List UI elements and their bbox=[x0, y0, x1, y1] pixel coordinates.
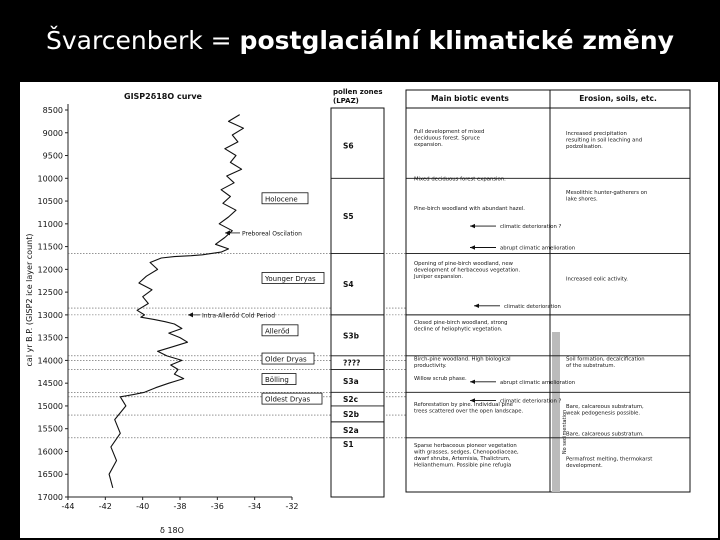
pollen-zone-label: S2a bbox=[343, 425, 359, 435]
y-tick-label: 10000 bbox=[37, 174, 63, 184]
y-tick-label: 10500 bbox=[37, 197, 63, 207]
y-tick-label: 9000 bbox=[42, 128, 63, 138]
y-tick-label: 15500 bbox=[37, 424, 63, 434]
biotic-event-text bbox=[413, 261, 521, 280]
erosion-event-text-line: Mesolithic hunter-gatherers on bbox=[566, 190, 648, 197]
events-table-frame bbox=[406, 90, 690, 492]
biotic-event-text-line: deciduous forest. Spruce bbox=[414, 135, 480, 142]
x-tick-label: -38 bbox=[173, 502, 187, 511]
biotic-event-text-line: decline of heliophytic vegetation. bbox=[414, 326, 503, 333]
pollen-zone-label: ???? bbox=[343, 358, 361, 368]
erosion-event-text-line: Soil formation, decalcification bbox=[566, 356, 645, 363]
y-tick-label: 13000 bbox=[37, 310, 63, 320]
pollen-zone-label: S4 bbox=[343, 280, 354, 290]
pollen-header-line2: (LPAZ) bbox=[333, 97, 359, 105]
figure-svg bbox=[20, 82, 718, 538]
biotic-event-text-line: productivity. bbox=[414, 362, 447, 369]
x-tick-label: -44 bbox=[61, 502, 75, 511]
biotic-event-text-line: Pine-birch woodland with abundant hazel. bbox=[414, 206, 525, 213]
erosion-event-text bbox=[566, 457, 652, 470]
x-axis-label: δ 18O bbox=[160, 526, 184, 535]
biotic-event-text-line: Juniper expansion. bbox=[414, 273, 464, 280]
biotic-event-text bbox=[414, 129, 484, 148]
y-tick-label: 11500 bbox=[37, 242, 63, 252]
biotic-event-text-line: Mixed deciduous forest expansion. bbox=[414, 176, 506, 183]
erosion-event-text bbox=[566, 131, 642, 150]
y-tick-label: 8500 bbox=[42, 106, 63, 115]
curve-title: GISP2δ18O curve bbox=[124, 92, 202, 101]
y-tick-label: 17000 bbox=[37, 493, 63, 502]
biotic-event-text-line: dwarf shrubs, Artemisia, Thalictrum, bbox=[414, 455, 511, 462]
erosion-event-text bbox=[566, 432, 644, 438]
y-tick-label: 16000 bbox=[37, 447, 63, 457]
climate-period-label: Older Dryas bbox=[265, 355, 307, 364]
pollen-header-line1: pollen zones bbox=[333, 88, 383, 96]
erosion-event-text-line: Bare, calcareous substratum, bbox=[566, 404, 644, 411]
biotic-event-text-line: Sparse herbaceous pioneer vegetation bbox=[414, 442, 517, 449]
biotic-event-text bbox=[414, 443, 519, 469]
event-arrowhead bbox=[470, 224, 475, 228]
erosion-event-text-line: weak pedogenesis possible. bbox=[566, 410, 641, 417]
climatic-event-text: climatic deterioration bbox=[504, 303, 561, 310]
pollen-zone-label: S3b bbox=[343, 331, 359, 341]
x-tick-label: -34 bbox=[248, 502, 262, 511]
climate-period-label: Oldest Dryas bbox=[265, 395, 311, 404]
y-tick-label: 12500 bbox=[37, 288, 63, 298]
biotic-event-text bbox=[414, 376, 467, 382]
event-arrowhead bbox=[474, 304, 479, 308]
y-tick-label: 16500 bbox=[37, 470, 63, 480]
pollen-zone-label: S6 bbox=[343, 141, 354, 151]
biotic-event-text-line: trees scattered over the open landscape. bbox=[414, 408, 524, 415]
curve-annotation-label: Intra-Allerőd Cold Period bbox=[202, 312, 276, 320]
biotic-event-text bbox=[414, 356, 511, 369]
erosion-event-text-line: podzolisation. bbox=[566, 144, 603, 151]
erosion-event-text bbox=[566, 277, 628, 283]
x-tick-label: -36 bbox=[210, 502, 224, 511]
erosion-event-text bbox=[566, 356, 645, 369]
climatic-event-text: climatic deterioration ? bbox=[500, 398, 562, 405]
erosion-event-text-line: lake shores. bbox=[566, 196, 598, 203]
biotic-event-text-line: Full development of mixed bbox=[414, 128, 485, 135]
climate-period-label: Younger Dryas bbox=[265, 274, 316, 283]
biotic-event-text-line: Opening of pine-birch woodland, new bbox=[414, 260, 513, 267]
biotic-event-text bbox=[414, 177, 506, 183]
erosion-event-text bbox=[566, 190, 647, 203]
erosion-event-text-line: Increased eolic activity. bbox=[566, 276, 628, 283]
climate-period-label: Bölling bbox=[265, 376, 289, 385]
erosion-event-text-line: resulting in soil leaching and bbox=[566, 137, 643, 144]
biotic-event-text-line: with grasses, sedges, Chenopodiaceae, bbox=[414, 449, 519, 456]
figure-dynamic-layer bbox=[38, 90, 690, 511]
x-tick-label: -42 bbox=[98, 502, 112, 511]
biotic-event-text bbox=[414, 206, 525, 212]
erosion-header: Erosion, soils, etc. bbox=[579, 94, 657, 103]
y-tick-label: 9500 bbox=[42, 151, 63, 161]
x-tick-label: -40 bbox=[136, 502, 150, 511]
erosion-event-text bbox=[566, 404, 644, 417]
slide-title-plain: Švarcenberk = bbox=[46, 26, 240, 55]
biotic-event-text-line: Birch-pine woodland. High biological bbox=[414, 356, 511, 363]
event-arrowhead bbox=[470, 380, 475, 384]
pollen-zone-label: S2b bbox=[343, 409, 359, 419]
slide-title bbox=[0, 26, 720, 55]
y-tick-label: 14500 bbox=[37, 379, 63, 389]
biotic-header: Main biotic events bbox=[431, 94, 509, 103]
climate-period-label: Allerőd bbox=[265, 327, 290, 336]
biotic-event-text-line: Reforestation by pine. Individual pine bbox=[414, 401, 513, 408]
biotic-event-text-line: Willow scrub phase. bbox=[414, 375, 467, 382]
erosion-event-text-line: Permafrost melting, thermokarst bbox=[566, 456, 653, 463]
climatic-event-text: abrupt climatic amelioration bbox=[500, 245, 576, 252]
figure-panel bbox=[20, 82, 718, 538]
pollen-zone-label: S1 bbox=[343, 439, 354, 449]
pollen-zone-label: S3a bbox=[343, 376, 359, 386]
y-axis-label: cal yr B.P. (GISP2 ice layer count) bbox=[25, 233, 34, 367]
curve-annotation-label: Preboreal Oscilation bbox=[242, 230, 302, 238]
biotic-event-text-line: Closed pine-birch woodland, strong bbox=[414, 319, 508, 326]
climate-period-label: Holocene bbox=[265, 195, 298, 204]
y-tick-label: 12000 bbox=[37, 265, 63, 275]
climatic-event-text: abrupt climatic amelioration bbox=[500, 379, 576, 386]
y-tick-label: 11000 bbox=[37, 219, 63, 229]
biotic-event-text-line: Helianthemum. Possible pine refugia bbox=[414, 462, 512, 469]
pollen-zone-column bbox=[331, 108, 384, 497]
erosion-event-text-line: Bare, calcareous substratum. bbox=[566, 431, 644, 438]
y-tick-label: 15000 bbox=[37, 401, 63, 411]
climatic-event-text: climatic deterioration ? bbox=[500, 224, 562, 231]
erosion-event-text-line: of the substratum. bbox=[566, 362, 616, 369]
x-tick-label: -32 bbox=[285, 502, 299, 511]
biotic-event-text bbox=[414, 320, 508, 333]
pollen-zone-label: S5 bbox=[343, 211, 354, 221]
biotic-event-text-line: development of herbaceous vegetation. bbox=[414, 267, 521, 274]
event-arrowhead bbox=[470, 245, 475, 249]
y-tick-label: 14000 bbox=[37, 356, 63, 366]
d18o-curve-line bbox=[109, 115, 243, 488]
side-column-label: No sedimentation bbox=[562, 409, 568, 455]
erosion-event-text-line: development. bbox=[566, 463, 603, 470]
y-tick-label: 13500 bbox=[37, 333, 63, 343]
biotic-event-text-line: expansion. bbox=[414, 141, 443, 148]
annotation-arrowhead bbox=[188, 312, 193, 317]
slide-title-bold: postglaciální klimatické změny bbox=[239, 26, 674, 55]
erosion-event-text-line: Increased precipitation bbox=[566, 131, 627, 138]
pollen-zone-label: S2c bbox=[343, 395, 359, 405]
